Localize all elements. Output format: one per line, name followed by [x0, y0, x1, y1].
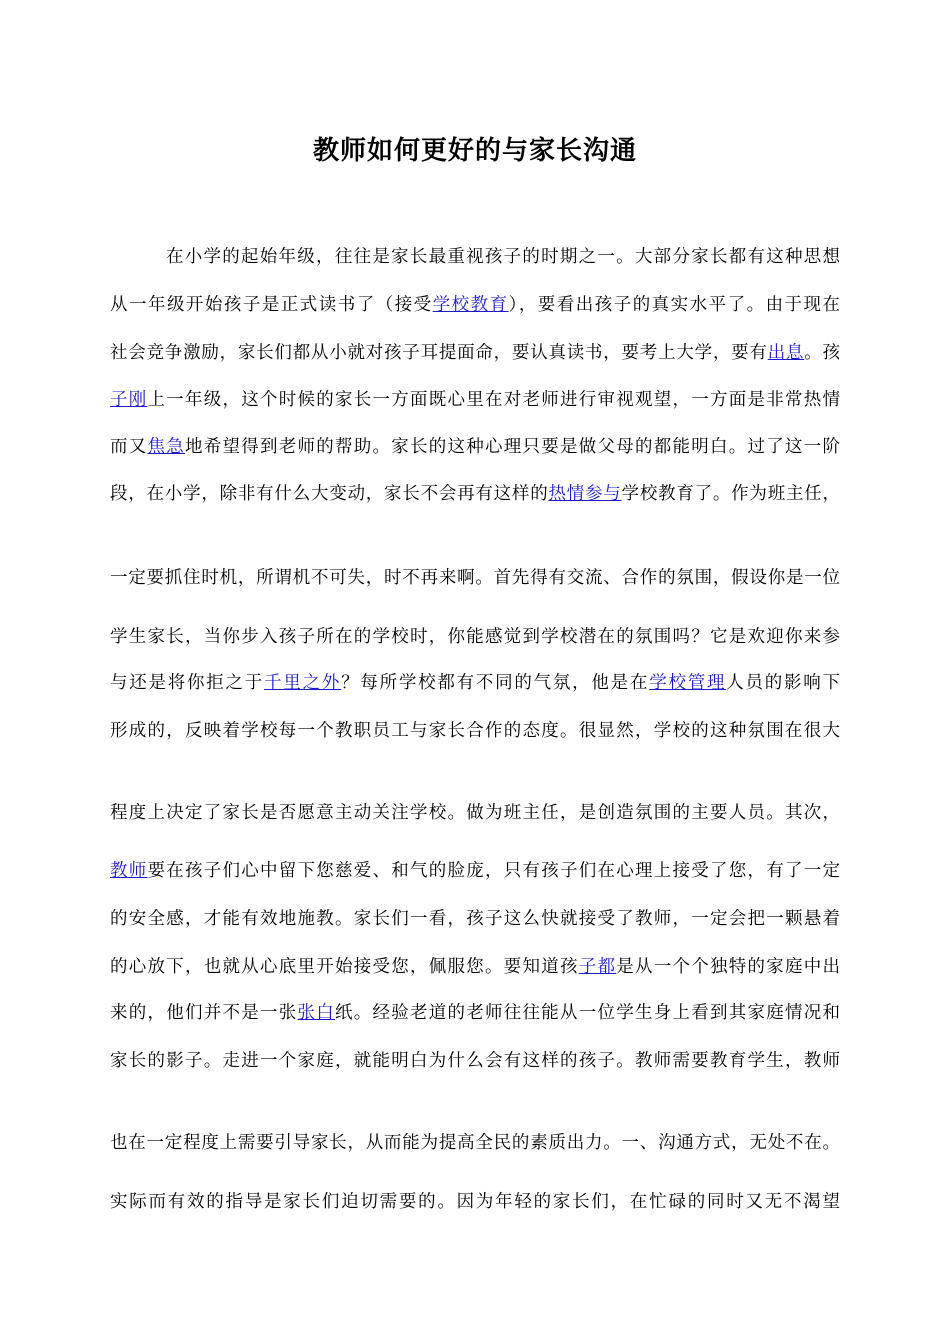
text-run: 纸。经验老道的老师往往能从一位学生身上看到其家庭情况和 [335, 1003, 840, 1023]
inline-link[interactable]: 子都 [578, 957, 617, 977]
paragraph-line [110, 624, 840, 650]
text-run: 学生家长，当你步入孩子所在的学校时，你能感觉到学校潜在的氛围吗？它是欢迎你来参 [110, 627, 840, 647]
inline-link[interactable]: 千里之外 [264, 673, 342, 693]
paragraph-line [110, 340, 840, 366]
text-run: 来的，他们并不是一张 [110, 1003, 298, 1023]
inline-link[interactable]: 热情参与 [548, 484, 622, 504]
paragraph-line [110, 1189, 840, 1215]
text-run: 要在孩子们心中留下您慈爱、和气的脸庞，只有孩子们在心理上接受了您，有了一定 [147, 861, 840, 881]
text-run: 实际而有效的指导是家长们迫切需要的。因为年轻的家长们，在忙碌的同时又无不渴望 [110, 1192, 840, 1212]
text-run: 家长的影子。走进一个家庭，就能明白为什么会有这样的孩子。教师需要教育学生，教师 [110, 1051, 840, 1071]
paragraph-line [110, 1000, 840, 1026]
text-run: 地希望得到老师的帮助。家长的这种心理只要是做父母的都能明白。过了这一阶 [185, 437, 840, 457]
text-run: 段，在小学，除非有什么大变动，家长不会再有这样的 [110, 484, 549, 504]
paragraph-line [166, 244, 840, 270]
paragraph-line [110, 434, 840, 460]
inline-link[interactable]: 焦急 [147, 437, 185, 457]
paragraph-line [110, 800, 840, 826]
text-run: 人员的影响下 [726, 673, 840, 693]
document-title: 教师如何更好的与家长沟通 [312, 136, 637, 166]
text-run: 。孩 [804, 343, 840, 363]
paragraph-line [110, 954, 840, 980]
paragraph-line [110, 565, 840, 591]
paragraph-line [110, 858, 840, 884]
paragraph-line [110, 670, 840, 696]
inline-link[interactable]: 学校管理 [649, 673, 727, 693]
paragraph-line [110, 481, 840, 507]
inline-link[interactable]: 学校教育 [432, 295, 509, 315]
inline-link[interactable]: 出息 [767, 343, 805, 363]
inline-link[interactable]: 子刚 [110, 390, 148, 410]
paragraph-line [110, 1130, 840, 1156]
text-run: 上一年级，这个时候的家长一方面既心里在对老师进行审视观望，一方面是非常热情 [147, 390, 840, 410]
paragraph-line [110, 292, 840, 318]
text-run: 一定要抓住时机，所谓机不可失，时不再来啊。首先得有交流、合作的氛围，假设你是一位 [110, 568, 840, 588]
inline-link[interactable]: 张白 [297, 1003, 335, 1023]
paragraph-line [110, 718, 840, 744]
paragraph-line [110, 906, 840, 932]
text-run: 在小学的起始年级，往往是家长最重视孩子的时期之一。大部分家长都有这种思想 [166, 247, 840, 267]
text-run: 的安全感，才能有效地施教。家长们一看，孩子这么快就接受了教师，一定会把一颗悬着 [110, 909, 840, 929]
text-run: 是从一个个独特的家庭中出 [616, 957, 840, 977]
text-run: 社会竞争激励，家长们都从小就对孩子耳提面命，要认真读书，要考上大学，要有 [110, 343, 768, 363]
paragraph-line [110, 1048, 840, 1074]
text-run: ），要看出孩子的真实水平了。由于现在 [508, 295, 840, 315]
text-run: 学校教育了。作为班主任， [621, 484, 840, 504]
text-run: 从一年级开始孩子是正式读书了（接受 [110, 295, 433, 315]
text-run: 程度上决定了家长是否愿意主动关注学校。做为班主任，是创造氛围的主要人员。其次， [110, 803, 840, 823]
text-run: 而又 [110, 437, 148, 457]
text-run: 与还是将你拒之于 [110, 673, 265, 693]
text-run: 的心放下，也就从心底里开始接受您，佩服您。要知道孩 [110, 957, 579, 977]
paragraph-line [110, 387, 840, 413]
text-run: 也在一定程度上需要引导家长，从而能为提高全民的素质出力。一、沟通方式，无处不在。 [110, 1133, 840, 1153]
text-run: 形成的，反映着学校每一个教职员工与家长合作的态度。很显然，学校的这种氛围在很大 [110, 721, 840, 741]
inline-link[interactable]: 教师 [110, 861, 148, 881]
text-run: ？每所学校都有不同的气氛，他是在 [341, 673, 650, 693]
